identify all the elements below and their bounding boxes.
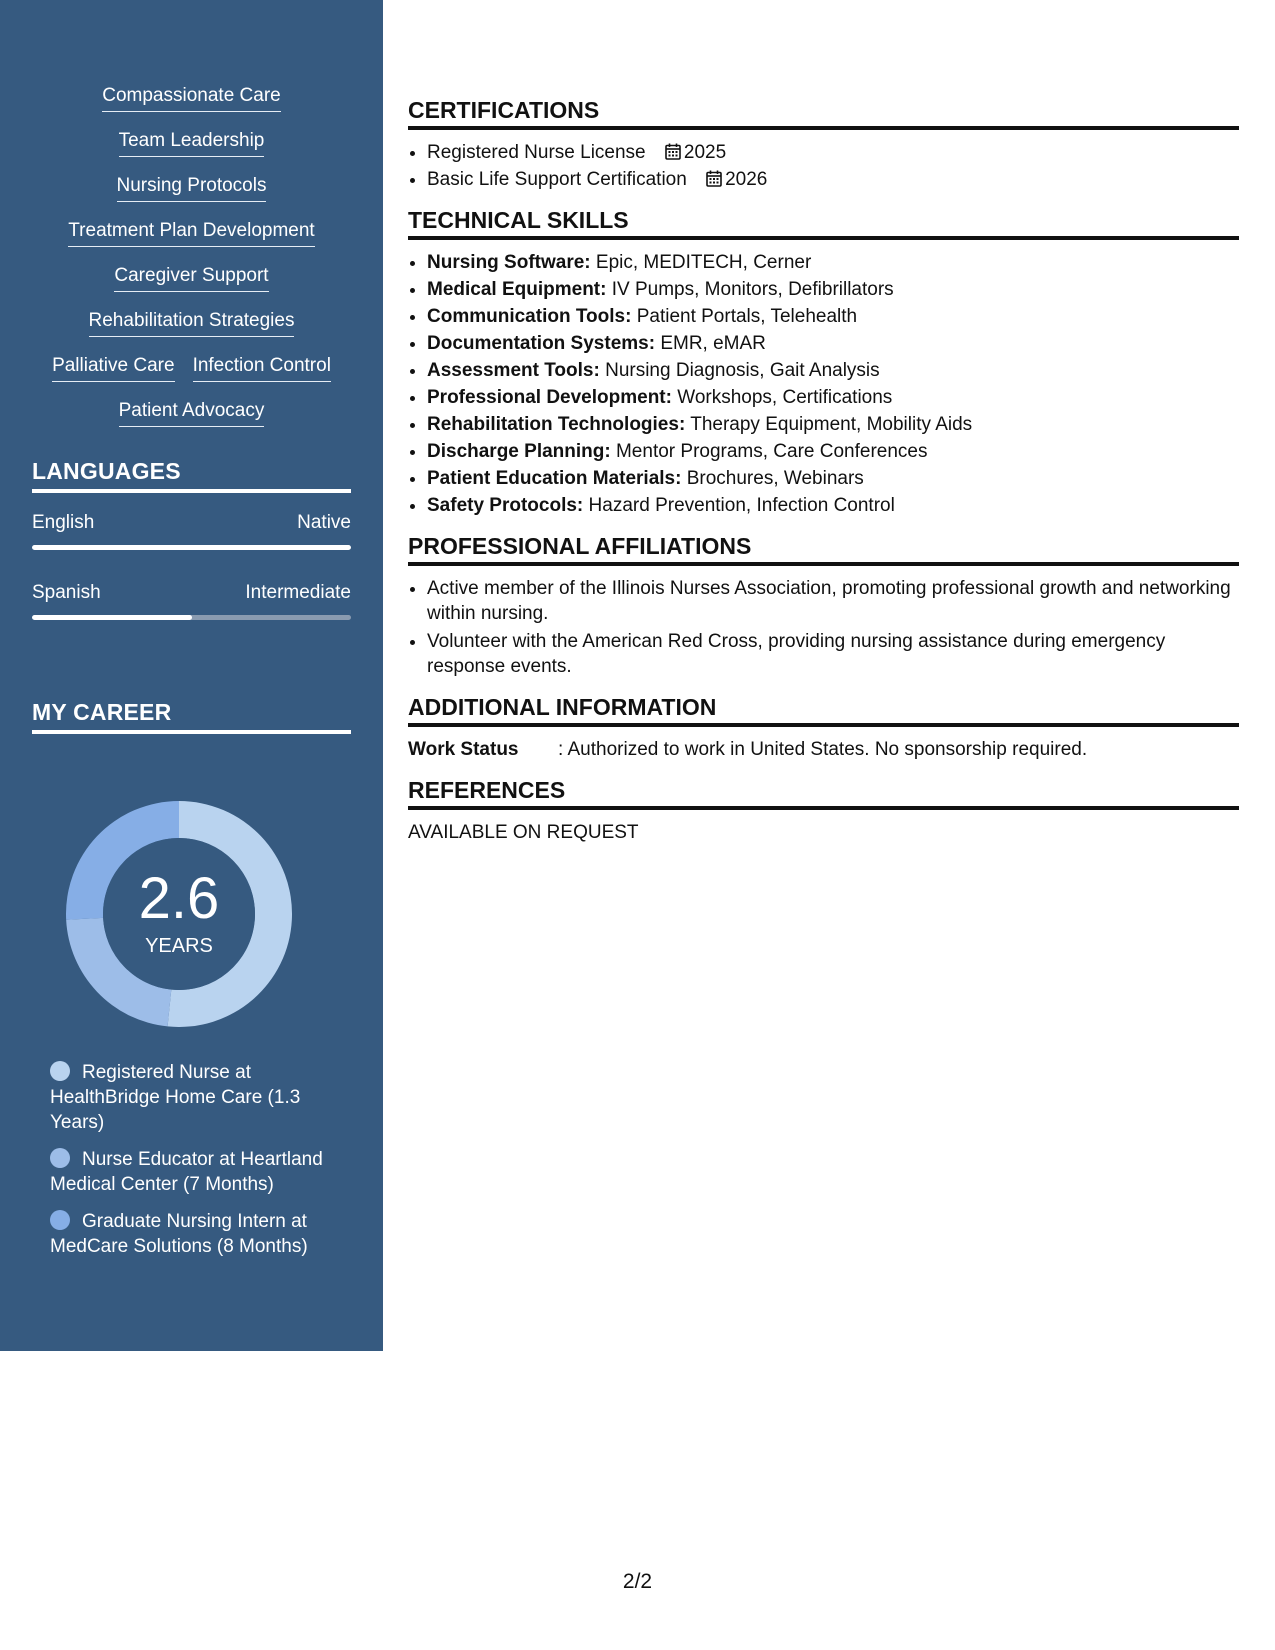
skill-row <box>114 264 268 309</box>
section-title: ADDITIONAL INFORMATION <box>408 693 1239 727</box>
skill-category: Rehabilitation Technologies: <box>427 414 686 435</box>
career-heading: MY CAREER <box>32 698 351 734</box>
skill-row <box>102 84 280 129</box>
technical-skills-section <box>408 206 1239 518</box>
additional-info-section <box>408 693 1239 762</box>
skill-row <box>119 399 265 444</box>
skill-values: Patient Portals, Telehealth <box>636 306 858 327</box>
work-status-label: Work Status <box>408 739 519 760</box>
legend-dot-icon <box>50 1148 70 1168</box>
skill-values: Mentor Programs, Care Conferences <box>615 441 928 462</box>
skill-category: Patient Education Materials: <box>427 468 682 489</box>
affiliation-item: • Active member of the Illinois Nurses Association, promoting professional growth and networking within nursing. <box>427 576 1239 626</box>
language-english <box>32 512 351 550</box>
work-status-value: : Authorized to work in United States. No sponsorship required. <box>558 739 1088 760</box>
certifications-section <box>408 96 1239 192</box>
certification-name: Registered Nurse License <box>427 142 646 163</box>
skill-category: Safety Protocols: <box>427 495 584 516</box>
skill-values: Epic, MEDITECH, Cerner <box>595 252 812 273</box>
skill-values: Nursing Diagnosis, Gait Analysis <box>605 360 880 381</box>
section-title: REFERENCES <box>408 776 1239 810</box>
skill-tag: Caregiver Support <box>114 264 268 292</box>
skill-row <box>117 174 267 219</box>
technical-skill-item <box>427 493 1239 518</box>
certification-item <box>427 140 1239 165</box>
career-total-unit: YEARS <box>145 935 213 957</box>
affiliations-section <box>408 532 1239 679</box>
skill-category: Professional Development: <box>427 387 672 408</box>
technical-skill-item <box>427 304 1239 329</box>
page-number: 2/2 <box>622 1570 653 1593</box>
language-proficiency-bar <box>32 545 351 550</box>
career-item-text: Nurse Educator at Heartland Medical Center (7 Months) <box>50 1149 323 1195</box>
technical-skill-item <box>427 412 1239 437</box>
skill-row <box>89 309 295 354</box>
language-level: Intermediate <box>245 582 351 603</box>
skill-tag: Patient Advocacy <box>119 399 265 427</box>
certification-year: 2026 <box>725 169 768 190</box>
calendar-icon <box>665 143 681 160</box>
legend-dot-icon <box>50 1061 70 1081</box>
technical-skill-item <box>427 358 1239 383</box>
career-item <box>50 1209 340 1259</box>
language-name: English <box>32 512 95 533</box>
career-item-text: Registered Nurse at HealthBridge Home Care (1.3 Years) <box>50 1062 301 1133</box>
certification-item <box>427 167 1239 192</box>
references-text: AVAILABLE ON REQUEST <box>408 822 639 843</box>
career-item-text: Graduate Nursing Intern at MedCare Solutions (8 Months) <box>50 1211 308 1257</box>
language-level: Native <box>297 512 351 533</box>
language-name: Spanish <box>32 582 101 603</box>
technical-skill-item <box>427 277 1239 302</box>
language-proficiency-fill <box>32 545 351 550</box>
career-total-years: 2.6 <box>138 866 220 931</box>
skill-tag: Infection Control <box>193 354 331 382</box>
section-title: CERTIFICATIONS <box>408 96 1239 130</box>
calendar-icon <box>706 170 722 187</box>
skill-category: Assessment Tools: <box>427 360 600 381</box>
skill-category: Medical Equipment: <box>427 279 607 300</box>
skill-category: Communication Tools: <box>427 306 632 327</box>
technical-skill-item <box>427 331 1239 356</box>
technical-skill-item <box>427 439 1239 464</box>
language-proficiency-bar <box>32 615 351 620</box>
skill-tag: Treatment Plan Development <box>68 219 314 247</box>
main-content <box>408 96 1239 859</box>
skill-values: Therapy Equipment, Mobility Aids <box>690 414 973 435</box>
legend-dot-icon <box>50 1210 70 1230</box>
skill-tag: Team Leadership <box>119 129 265 157</box>
technical-skills-list <box>408 250 1239 518</box>
skill-values: Workshops, Certifications <box>677 387 893 408</box>
skill-values: Hazard Prevention, Infection Control <box>588 495 895 516</box>
skill-row <box>52 354 331 399</box>
skill-category: Documentation Systems: <box>427 333 656 354</box>
skill-row <box>119 129 265 174</box>
skill-category: Discharge Planning: <box>427 441 611 462</box>
skill-values: EMR, eMAR <box>660 333 766 354</box>
section-title: TECHNICAL SKILLS <box>408 206 1239 240</box>
certification-name: Basic Life Support Certification <box>427 169 687 190</box>
section-title: PROFESSIONAL AFFILIATIONS <box>408 532 1239 566</box>
languages-heading: LANGUAGES <box>32 457 351 493</box>
skills-list <box>32 84 351 444</box>
skill-tag: Rehabilitation Strategies <box>89 309 295 337</box>
references-section <box>408 776 1239 845</box>
sidebar <box>0 0 383 1351</box>
skill-row <box>68 219 314 264</box>
affiliation-item: • Volunteer with the American Red Cross, providing nursing assistance during emergency response events. <box>427 629 1239 679</box>
skill-values: IV Pumps, Monitors, Defibrillators <box>611 279 894 300</box>
skill-tag: Nursing Protocols <box>117 174 267 202</box>
technical-skill-item <box>427 250 1239 275</box>
certification-year: 2025 <box>683 142 727 163</box>
skill-tag: Palliative Care <box>52 354 175 382</box>
language-spanish <box>32 582 351 620</box>
skill-category: Nursing Software: <box>427 252 591 273</box>
career-legend <box>50 1060 340 1271</box>
skill-tag: Compassionate Care <box>102 84 280 112</box>
career-item <box>50 1147 340 1197</box>
skill-values: Brochures, Webinars <box>686 468 864 489</box>
technical-skill-item <box>427 466 1239 491</box>
work-status-row <box>408 737 1239 762</box>
language-proficiency-fill <box>32 615 192 620</box>
technical-skill-item <box>427 385 1239 410</box>
career-item <box>50 1060 340 1135</box>
